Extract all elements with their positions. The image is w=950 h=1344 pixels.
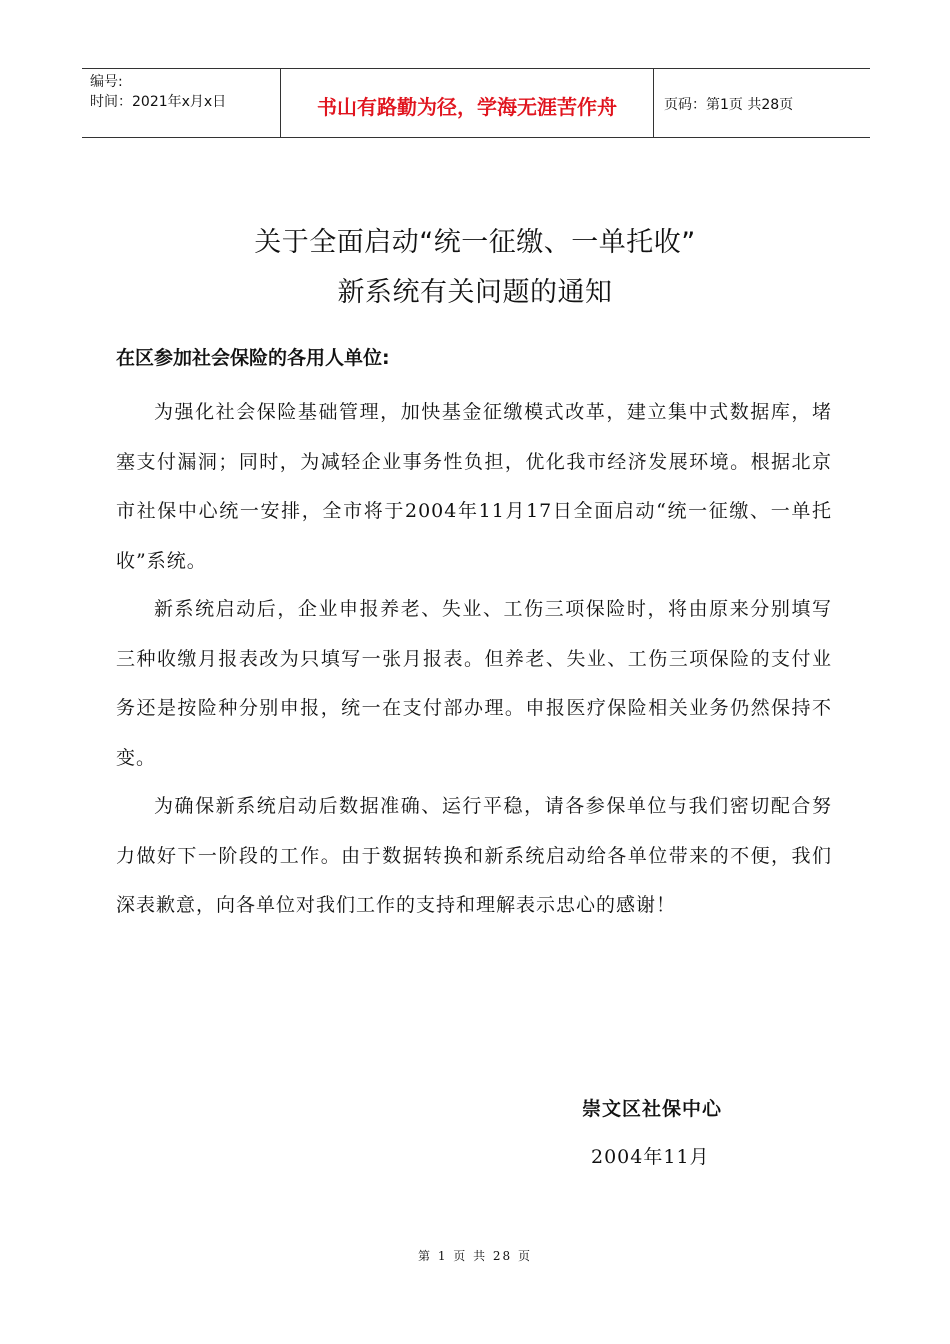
header-motto: 书山有路勤为径，学海无涯苦作舟 [281, 69, 654, 137]
page-footer: 第 1 页 共 28 页 [418, 1249, 532, 1263]
header-meta-cell [82, 69, 281, 137]
header-table [82, 68, 870, 138]
time-label: 时间：2021年x月x日 [90, 94, 227, 110]
document-title-line2: 新系统有关问题的通知 [337, 277, 613, 308]
header-page-info: 页码：第1页 共28页 [664, 97, 794, 113]
number-label: 编号: [90, 74, 123, 90]
signer: 崇文区社保中心 [582, 1098, 723, 1120]
paragraph-2: 新系统启动后，企业申报养老、失业、工伤三项保险时，将由原来分别填写三种收缴月报表改为只填写一张月报表。但养老、失业、工伤三项保险的支付业务还是按险种分别申报，统一在支付部办理。申报医疗保险相关业务仍然保持不变。 [116, 598, 832, 769]
salutation: 在区参加社会保险的各用人单位: [116, 347, 390, 369]
paragraph-3: 为确保新系统启动后数据准确、运行平稳，请各参保单位与我们密切配合努力做好下一阶段的工作。由于数据转换和新系统启动给各单位带来的不便，我们深表歉意，向各单位对我们工作的支持和理解表示忠心的感谢！ [116, 795, 832, 916]
document-title-line1: 关于全面启动“统一征缴、一单托收” [254, 227, 696, 258]
paragraph-1: 为强化社会保险基础管理，加快基金征缴模式改革，建立集中式数据库，堵塞支付漏洞；同时，为减轻企业事务性负担，优化我市经济发展环境。根据北京市社保中心统一安排，全市将于2004年11月17日全面启动“统一征缴、一单托收”系统。 [116, 401, 832, 572]
document-date: 2004年11月 [591, 1146, 710, 1168]
